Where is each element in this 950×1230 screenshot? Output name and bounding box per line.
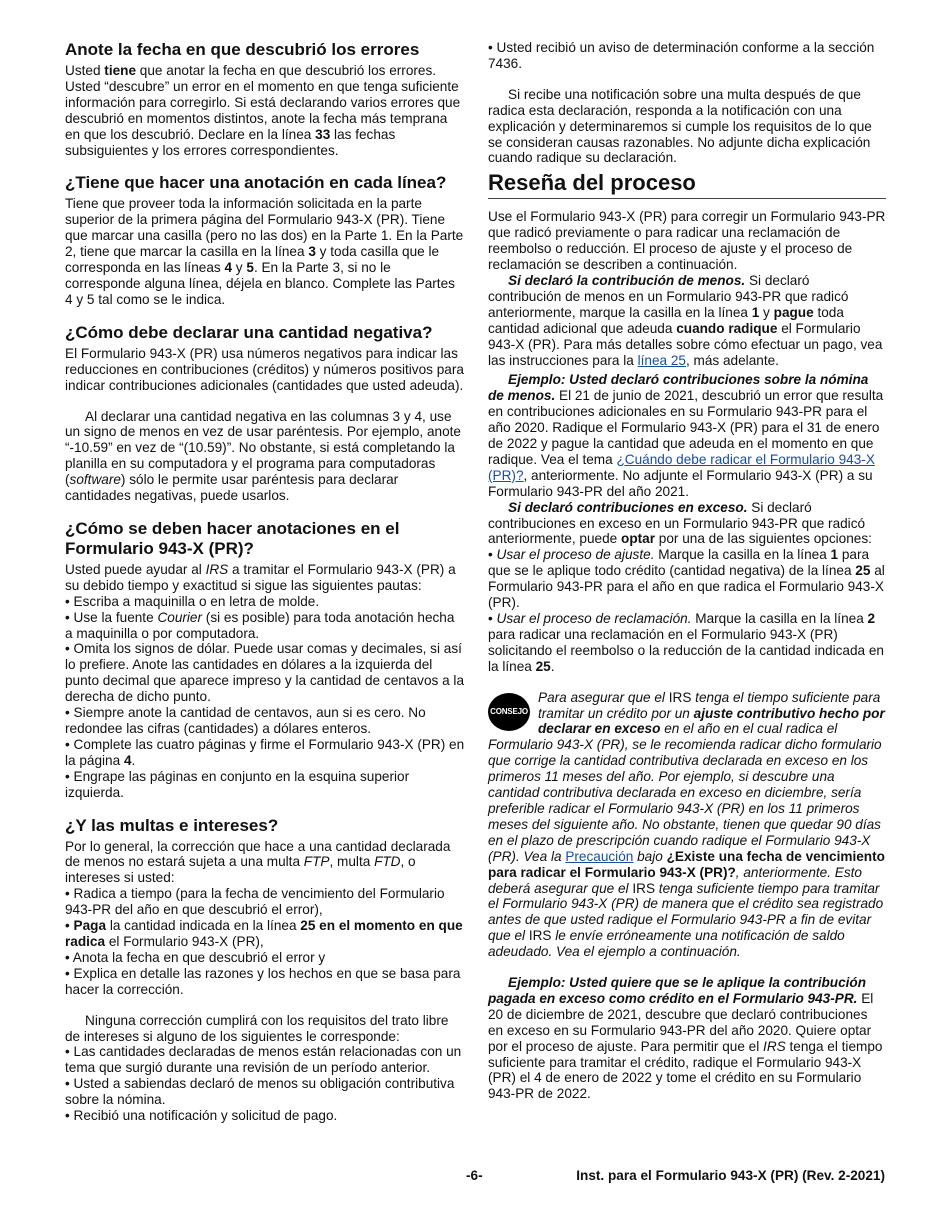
paragraph-trato-libre-intereses: Ninguna corrección cumplirá con los requisitos del trato libre de intereses si alguno de los siguientes le corresponde:	[65, 1012, 449, 1044]
list-item: • Paga la cantidad indicada en la línea 25 en el momento en que radica el Formulario 943-X (PR),	[65, 918, 465, 950]
list-item: • Usted a sabiendas declaró de menos su obligación contributiva sobre la nómina.	[65, 1076, 465, 1108]
heading-multas-intereses: ¿Y las multas e intereses?	[65, 815, 279, 835]
paragraph-anotacion-cada-linea: Tiene que proveer toda la información solicitada en la parte superior de la primera página del Formulario 943-X (PR). Tiene que marcar una casilla (pero no las dos) en la Parte 1. En la Parte 2, tiene que marcar la casilla en la línea 3 y toda casilla que le corresponda en las líneas 4 y 5. En la Parte 3, si no le corresponde alguna línea, déjela en blanco. Complete las Partes 4 y 5 tal como se le indica.	[65, 196, 464, 307]
heading-anotacion-cada-linea: ¿Tiene que hacer una anotación en cada línea?	[65, 173, 447, 193]
paragraph-fecha-errores: Usted tiene que anotar la fecha en que descubrió los errores. Usted “descubre” un error en el momento en que tenga suficiente información para corregirlo. Si está declarando varios errores que descubrió en momentos distintos, anote la fecha más temprana en que los descubrió. Declare en la línea 33 las fechas subsiguientes y los errores correspondientes.	[65, 63, 461, 158]
page-number: -6-	[466, 1168, 483, 1183]
paragraph-ejemplo-de-menos: Ejemplo: Usted declaró contribuciones sobre la nómina de menos. El 21 de junio de 2021, descubrió un error que resulta en contribuciones adicionales en su Formulario 943-PR para el año 2020. Radique el Formulario 943-X (PR) para el 31 de enero de 2022 y pague la cantidad que adeuda en el momento en que radique. Vea el tema ¿Cuándo debe radicar el Formulario 943-X (PR)?, anteriormente. No adjunte el Formulario 943-X (PR) a su Formulario 943-PR del año 2021.	[488, 372, 884, 499]
paragraph-resena-intro: Use el Formulario 943-X (PR) para corregir un Formulario 943-PR que radicó previamente o para radicar una reclamación de reembolso o reducción. El proceso de ajuste y el proceso de reclamación se describen a continuación.	[488, 209, 886, 273]
heading-cantidad-negativa: ¿Cómo debe declarar una cantidad negativa?	[65, 322, 433, 342]
paragraph-numeros-negativos: El Formulario 943-X (PR) usa números negativos para indicar las reducciones en contribuciones (créditos) y números positivos para indicar contribuciones adicionales (cantidades que usted adeuda).	[65, 345, 464, 393]
tip-consejo: CONSEJO Para asegurar que el IRS tenga el tiempo suficiente para tramitar un crédito por un ajuste contributivo hecho por declarar en exceso en el año en el cual radica el Formulario 943-X (PR), se le recomienda radicar dicho formulario que corrige la cantidad contributiva declarada en exceso en los primeros 11 meses del año. Por ejemplo, si descubre una cantidad contributiva declarada en exceso en diciembre, sería preferible radicar el Formulario 943-X (PR) en los 11 primeros meses del siguiente año. No obstante, tienen que quedar 90 días en el plazo de prescripción cuando radique el Formulario 943-X (PR). Vea la Precaución bajo ¿Existe una fecha de vencimiento para radicar el Formulario 943-X (PR)?, anteriormente. Esto deberá asegurar que el IRS tenga suficiente tiempo para tramitar el Formulario 943-X (PR) de manera que el crédito sea registrado antes de que usted radique el Formulario 943-PR a fin de evitar que el IRS le envíe erróneamente una notificación de saldo adeudado. Vea el ejemplo a continuación.	[488, 689, 885, 960]
list-item: • Omita los signos de dólar. Puede usar comas y decimales, si así lo prefiere. Anote las cantidades en dólares a la izquierda del punto decimal que aparece impreso y la cantidad de centavos a la derecha de dicho punto.	[65, 641, 465, 705]
paragraph-signo-menos: Al declarar una cantidad negativa en las columnas 3 y 4, use un signo de menos en vez de usar paréntesis. Por ejemplo, anote “-10.59” en vez de “(10.59)”. No obstante, si está completando la planilla en su computadora y el programa para computadoras (software) sólo le permite usar paréntesis para declarar cantidades negativas, puede usarlos.	[65, 408, 461, 504]
consejo-icon: CONSEJO	[488, 693, 530, 731]
paragraph-declaro-de-menos: Si declaró la contribución de menos. Si declaró contribución de menos en un Formulario 943-PR que radicó anteriormente, marque la casilla en la línea 1 y pague toda cantidad adicional que adeuda cuando radique el Formulario 943-X (PR). Para más detalles sobre cómo efectuar un pago, vea las instrucciones para la línea 25, más adelante.	[488, 272, 883, 368]
list-item: • Usar el proceso de ajuste. Marque la casilla en la línea 1 para que se le aplique todo crédito (cantidad negativa) de la línea 25 al Formulario 943-PR para el año en que radica el Formulario 943-X (PR).	[488, 547, 886, 611]
list-item: • Radica a tiempo (para la fecha de vencimiento del Formulario 943-PR del año en que descubrió el error),	[65, 886, 465, 918]
list-item: • Usted recibió un aviso de determinación conforme a la sección 7436.	[488, 40, 886, 72]
heading-como-hacer-anotaciones: ¿Cómo se deben hacer anotaciones en el Formulario 943-X (PR)?	[65, 518, 400, 558]
section-title-resena-proceso: Reseña del proceso	[488, 170, 886, 199]
list-item: • Recibió una notificación y solicitud de pago.	[65, 1108, 465, 1124]
left-column	[65, 40, 465, 1124]
link-linea-25[interactable]: línea 25	[637, 352, 686, 368]
list-item: • Siempre anote la cantidad de centavos, aun si es cero. No redondee las cifras (cantidades) a dólares enteros.	[65, 705, 465, 737]
link-precaucion[interactable]: Precaución	[565, 848, 634, 864]
paragraph-multas-intro: Por lo general, la corrección que hace a una cantidad declarada de menos no estará sujeta a una multa FTP, multa FTD, o intereses si usted:	[65, 838, 451, 886]
list-item: • Escriba a maquinilla o en letra de molde.	[65, 594, 465, 610]
paragraph-declaro-en-exceso: Si declaró contribuciones en exceso. Si declaró contribuciones en exceso en un Formulario 943-PR que radicó anteriormente, puede optar por una de las siguientes opciones:	[488, 499, 872, 547]
list-item: • Complete las cuatro páginas y firme el Formulario 943-X (PR) en la página 4.	[65, 737, 465, 769]
paragraph-pautas-intro: Usted puede ayudar al IRS a tramitar el Formulario 943-X (PR) a su debido tiempo y exactitud si sigue las siguientes pautas:	[65, 561, 456, 593]
right-column	[488, 40, 886, 1102]
footer-title: Inst. para el Formulario 943-X (PR) (Rev. 2-2021)	[576, 1168, 885, 1183]
page-footer	[0, 1168, 950, 1188]
list-item: • Anota la fecha en que descubrió el error y	[65, 950, 465, 966]
list-item: • Engrape las páginas en conjunto en la esquina superior izquierda.	[65, 769, 465, 801]
paragraph-ejemplo-credito: Ejemplo: Usted quiere que se le aplique la contribución pagada en exceso como crédito en el Formulario 943-PR. El 20 de diciembre de 2021, descubre que declaró contribuciones en exceso en su Formulario 943-PR del año 2020. Quiere optar por el proceso de ajuste. Para permitir que el IRS tenga el tiempo suficiente para tramitar el crédito, radique el Formulario 943-X (PR) el 4 de enero de 2022 y tome el crédito en su Formulario 943-PR de 2022.	[488, 975, 883, 1102]
list-item: • Las cantidades declaradas de menos están relacionadas con un tema que surgió durante una revisión de un período anterior.	[65, 1044, 465, 1076]
heading-fecha-errores: Anote la fecha en que descubrió los errores	[65, 40, 420, 59]
list-item: • Usar el proceso de reclamación. Marque la casilla en la línea 2 para radicar una reclamación en el Formulario 943-X (PR) solicitando el reembolso o la reducción de la cantidad indicada en la línea 25.	[488, 611, 886, 675]
list-item: • Use la fuente Courier (si es posible) para toda anotación hecha a maquinilla o por computadora.	[65, 610, 465, 642]
link-cuando-radicar[interactable]: ¿Cuándo debe radicar el Formulario 943-X (PR)?	[488, 451, 875, 483]
list-item: • Explica en detalle las razones y los hechos en que se basa para hacer la corrección.	[65, 966, 465, 998]
paragraph-notificacion-multa: Si recibe una notificación sobre una multa después de que radica esta declaración, responda a la notificación con una explicación y determinaremos si cumple los requisitos de lo que se consideran causas razonables. No adjunte dicha explicación cuando radique su declaración.	[488, 86, 872, 166]
